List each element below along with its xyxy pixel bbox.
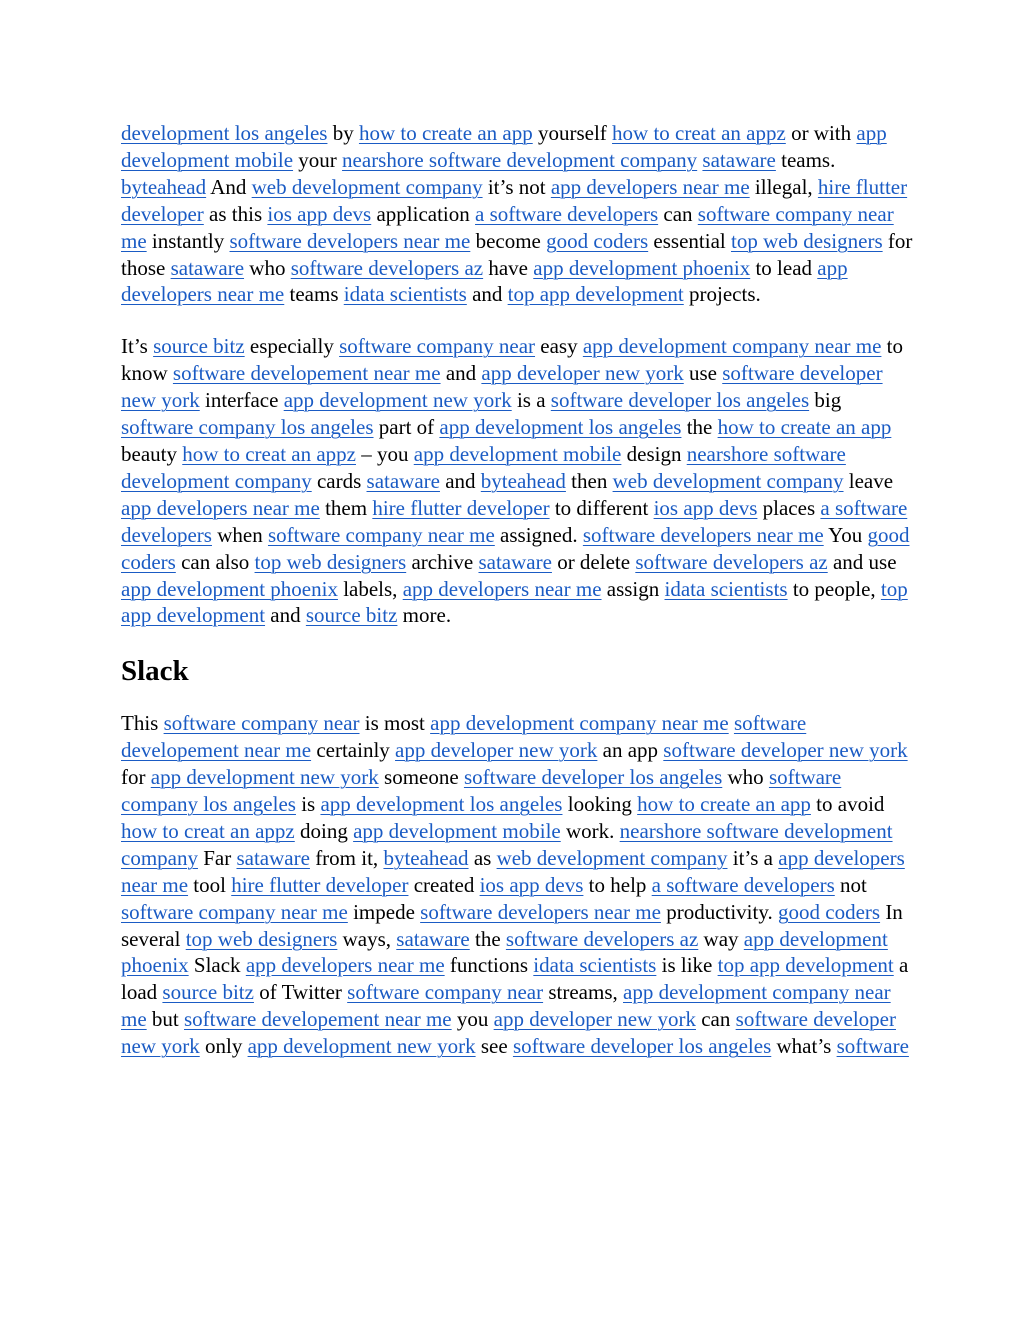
text-link[interactable]: software developement near me bbox=[184, 1007, 452, 1032]
paragraph-text: an app bbox=[597, 738, 664, 763]
paragraph-text: design bbox=[621, 441, 687, 466]
text-link[interactable]: how to creat an appz bbox=[121, 818, 295, 843]
paragraph-text: places bbox=[757, 495, 821, 520]
text-link[interactable]: app developers near me bbox=[121, 495, 320, 520]
paragraph-text: It’s bbox=[121, 334, 154, 359]
paragraph-text: way bbox=[698, 926, 744, 951]
text-link[interactable]: software developers near me bbox=[420, 899, 661, 924]
paragraph-text: illegal, bbox=[749, 174, 818, 199]
text-link[interactable]: app development company near me bbox=[582, 334, 882, 359]
text-link[interactable]: idata scientists bbox=[533, 953, 657, 978]
paragraph-text: to people, bbox=[787, 576, 881, 601]
paragraph-text: beauty bbox=[121, 441, 183, 466]
paragraph-text: is most bbox=[359, 711, 431, 736]
text-link[interactable]: how to create an app bbox=[358, 121, 533, 145]
text-link[interactable]: app development mobile bbox=[121, 121, 887, 172]
paragraph-text: only bbox=[199, 1034, 248, 1059]
text-link[interactable]: software company near bbox=[347, 980, 544, 1005]
paragraph-text: looking bbox=[562, 792, 638, 817]
text-link[interactable]: top web designers bbox=[185, 926, 338, 951]
text-link[interactable]: app developer new york bbox=[395, 738, 598, 763]
text-link[interactable]: app development mobile bbox=[413, 441, 622, 466]
text-link[interactable]: software developer los angeles bbox=[512, 1034, 772, 1059]
paragraph-text: labels, bbox=[337, 576, 403, 601]
paragraph-text: can also bbox=[175, 549, 255, 574]
paragraph-text: and bbox=[265, 603, 306, 628]
text-link[interactable]: a software developers bbox=[651, 872, 835, 897]
text-link[interactable]: idata scientists bbox=[664, 576, 788, 601]
text-link[interactable]: app developers near me bbox=[550, 174, 750, 199]
paragraph-text: use bbox=[683, 361, 723, 386]
text-link[interactable]: good coders bbox=[546, 228, 649, 253]
text-link[interactable]: app development company near me bbox=[121, 980, 891, 1032]
text-link[interactable]: app developers near me bbox=[121, 255, 848, 307]
paragraph-text: and bbox=[440, 361, 482, 386]
text-link[interactable]: sataware bbox=[478, 549, 552, 574]
paragraph-text: productivity. bbox=[660, 899, 778, 924]
text-link[interactable]: a software developers bbox=[475, 201, 659, 226]
text-link[interactable]: software company near me bbox=[121, 201, 894, 253]
text-link[interactable]: top app development bbox=[507, 282, 684, 307]
text-link[interactable]: ios app devs bbox=[653, 495, 758, 520]
paragraph-text: projects. bbox=[683, 282, 761, 307]
paragraph-text: Far bbox=[197, 845, 237, 870]
text-link[interactable]: software developer new york bbox=[121, 361, 883, 413]
text-link[interactable]: app development los angeles bbox=[320, 792, 563, 817]
paragraph-text: functions bbox=[444, 953, 534, 978]
text-link[interactable]: ios app devs bbox=[479, 872, 584, 897]
paragraph-text: but bbox=[146, 1007, 184, 1032]
text-link[interactable]: byteahead bbox=[480, 468, 566, 493]
text-link[interactable]: nearshore software development company bbox=[342, 147, 698, 172]
paragraph-text: is bbox=[295, 792, 321, 817]
text-link[interactable]: app development new york bbox=[150, 765, 379, 790]
section-heading: Slack bbox=[121, 655, 189, 688]
text-link[interactable]: sataware bbox=[236, 845, 310, 870]
paragraph-text: interface bbox=[199, 388, 284, 413]
text-link[interactable]: software developer los angeles bbox=[463, 765, 723, 790]
text-link[interactable]: web development company bbox=[496, 845, 728, 870]
text-link[interactable]: top web designers bbox=[730, 228, 883, 253]
paragraph-text: for bbox=[121, 765, 151, 790]
text-link[interactable]: good coders bbox=[778, 899, 881, 924]
paragraph-text: it’s not bbox=[482, 174, 551, 199]
text-link[interactable]: development los angeles bbox=[121, 121, 328, 145]
text-link[interactable]: sataware bbox=[396, 926, 470, 951]
paragraph-text: archive bbox=[406, 549, 479, 574]
paragraph-text: easy bbox=[535, 334, 583, 359]
paragraph-text: to lead bbox=[750, 255, 818, 280]
text-link[interactable]: software developement near me bbox=[172, 361, 441, 386]
text-link[interactable]: app developer new york bbox=[481, 361, 684, 386]
paragraph-text: teams. bbox=[775, 147, 836, 172]
paragraph bbox=[121, 710, 914, 1060]
text-link[interactable]: software developers near me bbox=[229, 228, 471, 253]
text-link[interactable]: nearshore software development company bbox=[121, 818, 893, 870]
paragraph-text: and bbox=[466, 282, 508, 307]
text-link[interactable]: app development new york bbox=[247, 1034, 476, 1059]
paragraph-text: then bbox=[565, 468, 613, 493]
text-link[interactable]: software developers near me bbox=[582, 522, 824, 547]
paragraph-text: This bbox=[121, 711, 164, 736]
paragraph-text: tool bbox=[188, 872, 232, 897]
text-link[interactable]: software company los angeles bbox=[121, 765, 842, 817]
paragraph-text: from it, bbox=[309, 845, 384, 870]
paragraph-text: is a bbox=[511, 388, 551, 413]
text-link[interactable]: software developer new york bbox=[121, 1007, 896, 1059]
paragraph-text: them bbox=[319, 495, 373, 520]
text-link[interactable]: software developers az bbox=[635, 549, 828, 574]
paragraph-text: to help bbox=[583, 872, 652, 897]
text-link[interactable]: app development los angeles bbox=[439, 415, 682, 440]
text-link[interactable]: good coders bbox=[121, 522, 910, 574]
paragraph-text: assign bbox=[601, 576, 665, 601]
paragraph-text: have bbox=[483, 255, 534, 280]
text-link[interactable]: app developers near me bbox=[245, 953, 445, 978]
paragraph-text: or delete bbox=[551, 549, 636, 574]
text-link[interactable]: source bitz bbox=[305, 603, 398, 628]
paragraph-text: leave bbox=[843, 468, 894, 493]
paragraph-text: work. bbox=[560, 818, 620, 843]
paragraph-text: doing bbox=[294, 818, 354, 843]
text-link[interactable]: software company near bbox=[339, 334, 536, 359]
paragraph-text: streams, bbox=[543, 980, 623, 1005]
paragraph-text: ways, bbox=[337, 926, 397, 951]
paragraph-text: of Twitter bbox=[253, 980, 348, 1005]
paragraph-text: to different bbox=[549, 495, 654, 520]
paragraph-text: what’s bbox=[771, 1034, 837, 1059]
paragraph-text: essential bbox=[648, 228, 731, 253]
paragraph-text: when bbox=[211, 522, 268, 547]
paragraph-text: and bbox=[439, 468, 481, 493]
text-link[interactable]: app developers near me bbox=[121, 845, 905, 897]
text-link[interactable]: software company near bbox=[163, 711, 360, 736]
text-link[interactable]: hire flutter developer bbox=[231, 872, 409, 897]
text-link[interactable]: source bitz bbox=[162, 980, 254, 1005]
text-link[interactable]: software developers az bbox=[505, 926, 699, 951]
text-link[interactable]: software bbox=[836, 1034, 909, 1059]
text-link[interactable]: top app development bbox=[717, 953, 894, 978]
paragraph-text: impede bbox=[347, 899, 421, 924]
paragraph-text: – you bbox=[356, 441, 414, 466]
paragraph-text: cards bbox=[311, 468, 367, 493]
text-link[interactable]: how to creat an appz bbox=[612, 121, 786, 145]
text-link[interactable]: hire flutter developer bbox=[372, 495, 550, 520]
text-link[interactable]: sataware bbox=[170, 255, 245, 280]
paragraph-text: certainly bbox=[311, 738, 396, 763]
text-link[interactable]: app development new york bbox=[283, 388, 512, 413]
paragraph-text: by bbox=[327, 121, 359, 145]
paragraph-text: you bbox=[451, 1007, 494, 1032]
text-link[interactable]: app development phoenix bbox=[121, 926, 888, 978]
paragraph-text: or with bbox=[785, 121, 857, 145]
text-link[interactable]: byteahead bbox=[383, 845, 469, 870]
paragraph-text: for those bbox=[121, 228, 913, 280]
text-link[interactable]: sataware bbox=[366, 468, 440, 493]
paragraph-text: can bbox=[658, 201, 698, 226]
text-link[interactable]: ios app devs bbox=[267, 201, 372, 226]
text-link[interactable]: app developers near me bbox=[402, 576, 602, 601]
paragraph-text: a load bbox=[121, 953, 909, 1005]
paragraph-text: see bbox=[475, 1034, 513, 1059]
paragraph-text: more. bbox=[397, 603, 452, 628]
text-link[interactable]: idata scientists bbox=[343, 282, 467, 307]
text-link[interactable]: app development phoenix bbox=[533, 255, 751, 280]
text-link[interactable]: software developer new york bbox=[663, 738, 908, 763]
paragraph-text: big bbox=[809, 388, 842, 413]
paragraph-text: In several bbox=[121, 899, 903, 951]
paragraph-text: can bbox=[695, 1007, 736, 1032]
paragraph-text: who bbox=[722, 765, 769, 790]
paragraph-text: to know bbox=[121, 334, 904, 386]
paragraph-text: especially bbox=[244, 334, 340, 359]
paragraph-text: created bbox=[408, 872, 480, 897]
paragraph-text: the bbox=[469, 926, 506, 951]
text-link[interactable]: app developer new york bbox=[493, 1007, 696, 1032]
paragraph bbox=[121, 333, 914, 629]
text-link[interactable]: software developers az bbox=[290, 255, 484, 280]
text-link[interactable]: software company near me bbox=[121, 899, 348, 924]
text-link[interactable]: byteahead bbox=[121, 174, 207, 199]
paragraph-text: You bbox=[823, 522, 868, 547]
paragraph-text: And bbox=[206, 174, 252, 199]
text-link[interactable]: sataware bbox=[702, 147, 776, 172]
text-link[interactable]: how to create an app bbox=[637, 792, 811, 817]
paragraph-text: who bbox=[244, 255, 291, 280]
paragraph-text: your bbox=[293, 147, 343, 172]
text-link[interactable]: web development company bbox=[251, 174, 483, 199]
paragraph-text: assigned. bbox=[494, 522, 583, 547]
text-link[interactable]: hire flutter developer bbox=[121, 174, 908, 226]
paragraph bbox=[121, 120, 914, 308]
text-link[interactable]: a software developers bbox=[121, 495, 908, 547]
paragraph-text: instantly bbox=[146, 228, 230, 253]
paragraph-text: Slack bbox=[188, 953, 246, 978]
text-link[interactable]: web development company bbox=[612, 468, 844, 493]
paragraph-text: and use bbox=[827, 549, 897, 574]
text-link[interactable]: software company near me bbox=[267, 522, 495, 547]
text-link[interactable]: how to creat an appz bbox=[182, 441, 356, 466]
body-before-heading bbox=[121, 120, 914, 629]
paragraph-text: is like bbox=[656, 953, 718, 978]
text-link[interactable]: top app development bbox=[121, 576, 908, 628]
text-link[interactable]: software company los angeles bbox=[121, 415, 374, 440]
paragraph-text: not bbox=[834, 872, 867, 897]
paragraph-text: part of bbox=[373, 415, 440, 440]
text-link[interactable]: software developement near me bbox=[121, 711, 807, 763]
paragraph-text: become bbox=[470, 228, 547, 253]
paragraph-text: as this bbox=[203, 201, 268, 226]
paragraph-text: to avoid bbox=[810, 792, 885, 817]
paragraph-text: someone bbox=[378, 765, 464, 790]
text-link[interactable]: top web designers bbox=[254, 549, 407, 574]
body-after-heading bbox=[121, 710, 914, 1060]
text-link[interactable]: app development phoenix bbox=[121, 576, 338, 601]
text-link[interactable]: app development company near me bbox=[430, 711, 729, 736]
text-link[interactable]: nearshore software development company bbox=[121, 441, 846, 493]
paragraph-text: as bbox=[468, 845, 497, 870]
paragraph-text: teams bbox=[284, 282, 344, 307]
paragraph-text: application bbox=[371, 201, 476, 226]
paragraph-text: the bbox=[681, 415, 718, 440]
text-link[interactable]: source bitz bbox=[153, 334, 245, 359]
text-link[interactable]: app development mobile bbox=[353, 818, 561, 843]
paragraph-text: yourself bbox=[532, 121, 613, 145]
text-link[interactable]: how to create an app bbox=[717, 415, 892, 440]
paragraph-text: it’s a bbox=[727, 845, 779, 870]
text-link[interactable]: software developer los angeles bbox=[550, 388, 810, 413]
